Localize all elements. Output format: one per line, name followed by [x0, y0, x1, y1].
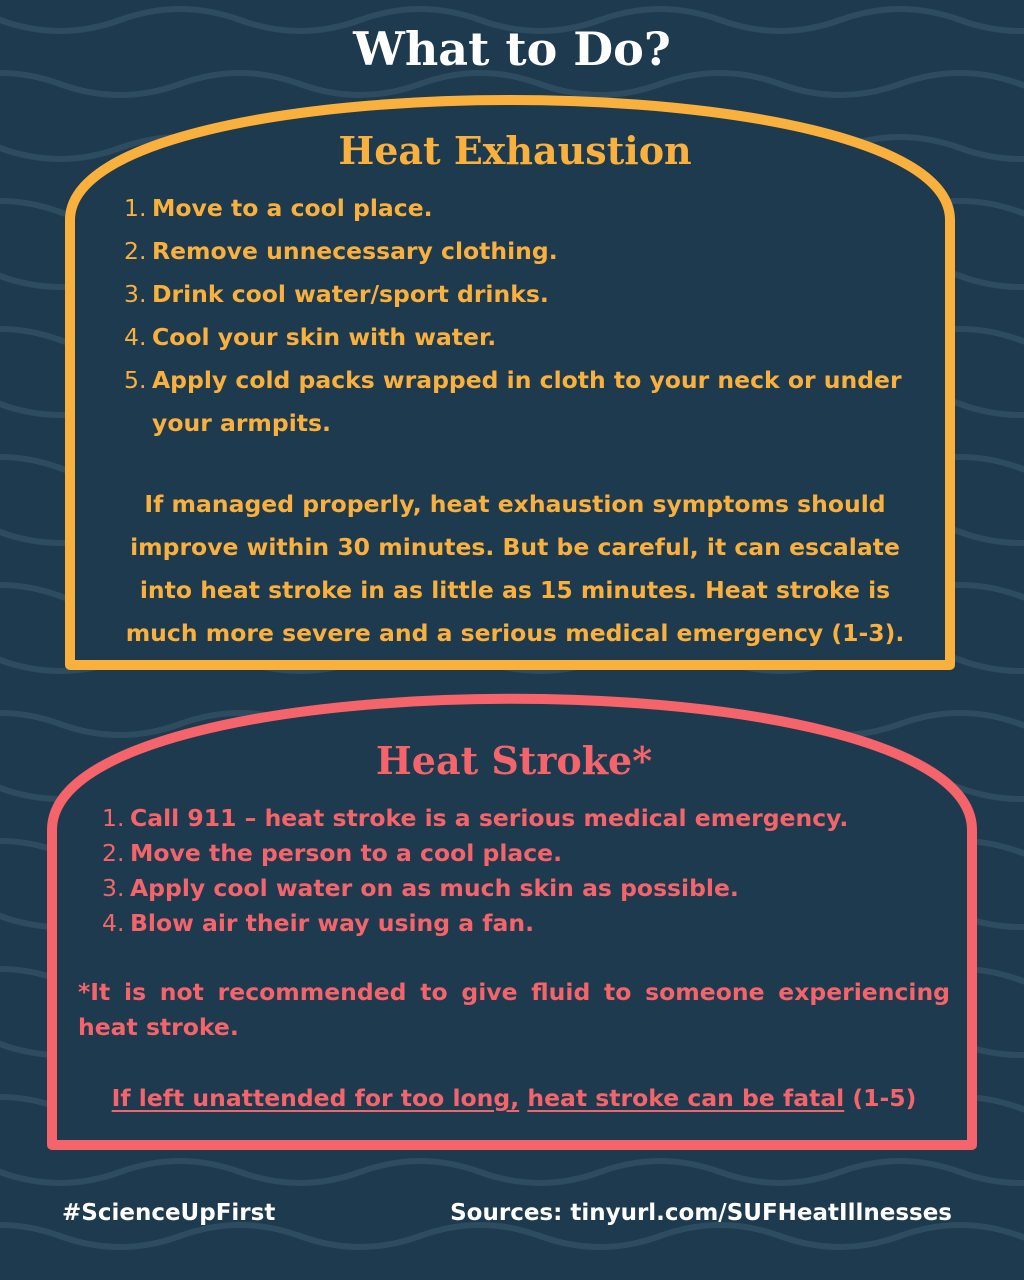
- list-item: 5. Apply cold packs wrapped in cloth to your neck or under your armpits.: [124, 366, 902, 437]
- heat-exhaustion-heading: Heat Exhaustion: [338, 128, 692, 173]
- fatal-reference: (1-5): [852, 1084, 917, 1112]
- list-item: 2. Move the person to a cool place.: [102, 839, 563, 867]
- fatal-text-part1: If left unattended for too long,: [111, 1084, 520, 1112]
- heat-exhaustion-panel: [110, 128, 920, 679]
- list-item: 4. Cool your skin with water.: [124, 323, 497, 351]
- sources-link[interactable]: Sources: tinyurl.com/SUFHeatIllnesses: [450, 1200, 952, 1226]
- list-item: 3. Drink cool water/sport drinks.: [124, 280, 549, 308]
- heat-stroke-steps: [102, 801, 950, 941]
- heat-exhaustion-steps: [124, 187, 920, 445]
- page-title: What to Do?: [353, 22, 671, 76]
- list-item: 3. Apply cool water on as much skin as possible.: [102, 874, 739, 902]
- heat-stroke-panel: [78, 738, 950, 1140]
- heat-stroke-fatal-note: [78, 1081, 950, 1116]
- heat-stroke-heading: Heat Stroke*: [375, 738, 653, 783]
- heat-stroke-warning: *It is not recommended to give fluid to someone experiencing heat stroke.: [78, 978, 950, 1041]
- list-item: 4. Blow air their way using a fan.: [102, 909, 535, 937]
- list-item: 1. Call 911 – heat stroke is a serious medical emergency.: [102, 804, 849, 832]
- hashtag-label: #ScienceUpFirst: [62, 1200, 276, 1226]
- fatal-text-part2: heat stroke can be fatal: [527, 1084, 845, 1112]
- list-item: 2. Remove unnecessary clothing.: [124, 237, 558, 265]
- heat-exhaustion-note: If managed properly, heat exhaustion symptoms should improve within 30 minutes. But be careful, it can escalate into heat stroke in as little as 15 minutes. Heat stroke is much more severe and a serious medical emergency (1-3).: [125, 490, 905, 647]
- list-item: 1. Move to a cool place.: [124, 194, 433, 222]
